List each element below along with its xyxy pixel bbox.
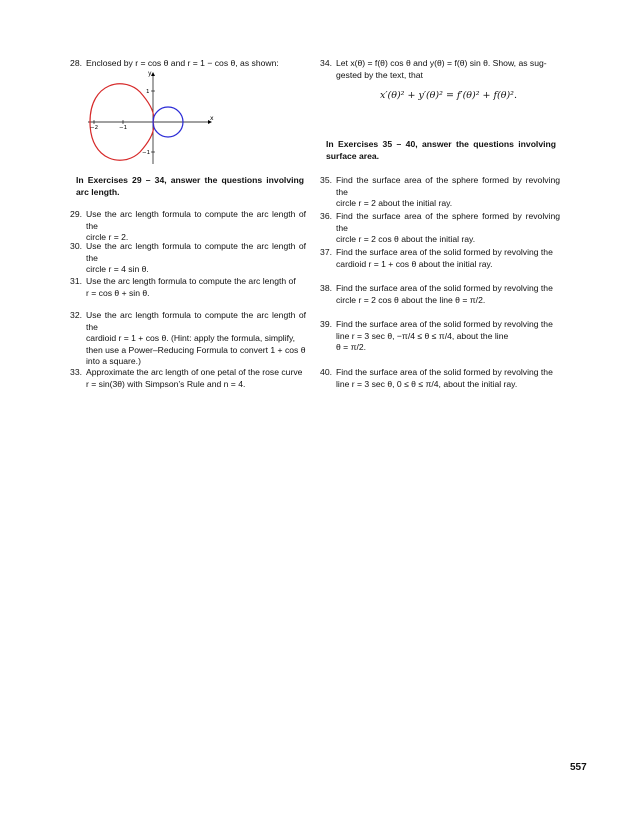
left-column [66, 0, 306, 815]
exercise-text: Use the arc length formula to compute the arc length of r = cos θ + sin θ. [86, 276, 296, 298]
polar-graph [86, 66, 216, 166]
exercise-text: Enclosed by r = cos θ and r = 1 − cos θ, as shown: [86, 58, 279, 68]
exercise-text: Use the arc length formula to compute the arc length of the circle r = 2. [86, 209, 306, 243]
x-axis-label: x [210, 115, 214, 122]
exercise-number: 29. [70, 209, 82, 219]
exercise-text: Find the surface area of the solid formed by revolving the cardioid r = 1 + cos θ about the initial ray. [336, 247, 553, 269]
exercise-text: Find the surface area of the solid formed by revolving the circle r = 2 cos θ about the line θ = π/2. [336, 283, 553, 305]
x-tick-label: −1 [119, 125, 128, 131]
exercise-number: 30. [70, 241, 82, 251]
exercise-text: Use the arc length formula to compute the arc length of the circle r = 4 sin θ. [86, 241, 306, 275]
exercise-number: 38. [320, 283, 332, 293]
exercise-text: Approximate the arc length of one petal of the rose curve r = sin(3θ) with Simpson’s Rule and n = 4. [86, 367, 303, 389]
y-axis-arrow [151, 72, 155, 76]
exercise-number: 34. [320, 58, 332, 68]
exercise-number: 39. [320, 319, 332, 329]
exercise-text: Find the surface area of the solid formed by revolving the line r = 3 sec θ, −π/4 ≤ θ ≤ π/4, about the line θ = π/2. [336, 319, 553, 353]
y-tick-label: 1 [146, 89, 150, 95]
exercise-number: 36. [320, 211, 332, 221]
exercise-text: Find the surface area of the sphere formed by revolving the circle r = 2 about the initial ray. [336, 175, 560, 209]
exercise-text: Use the arc length formula to compute the arc length of the cardioid r = 1 + cos θ. (Hint: apply the formula, simplify, then use a Power–Reducing Formula to convert 1 + cos θ into a square.) [86, 310, 306, 367]
page-number: 557 [570, 762, 587, 773]
equation: x′(θ)² + y′(θ)² = f′(θ)² + f(θ)². [380, 90, 518, 101]
section-header-surface-area: In Exercises 35 – 40, answer the questions involving surface area. [326, 139, 556, 161]
exercise-number: 35. [320, 175, 332, 185]
exercise-number: 37. [320, 247, 332, 257]
exercise-text: Find the surface area of the solid formed by revolving the line r = 3 sec θ, 0 ≤ θ ≤ π/4, about the initial ray. [336, 367, 553, 389]
right-column [316, 0, 560, 815]
exercise-text: Find the surface area of the sphere formed by revolving the circle r = 2 cos θ about the initial ray. [336, 211, 560, 245]
exercise-text: Let x(θ) = f(θ) cos θ and y(θ) = f(θ) sin θ. Show, as sug- gested by the text, that [336, 58, 547, 80]
y-tick-label: −1 [142, 150, 151, 156]
exercise-number: 40. [320, 367, 332, 377]
exercise-number: 33. [70, 367, 82, 377]
y-axis-label: y [148, 70, 152, 77]
x-tick-label: −2 [90, 125, 99, 131]
exercise-number: 32. [70, 310, 82, 320]
section-header-arc-length: In Exercises 29 – 34, answer the questions involving arc length. [76, 175, 304, 197]
exercise-number: 31. [70, 276, 82, 286]
exercise-number: 28. [70, 58, 82, 68]
